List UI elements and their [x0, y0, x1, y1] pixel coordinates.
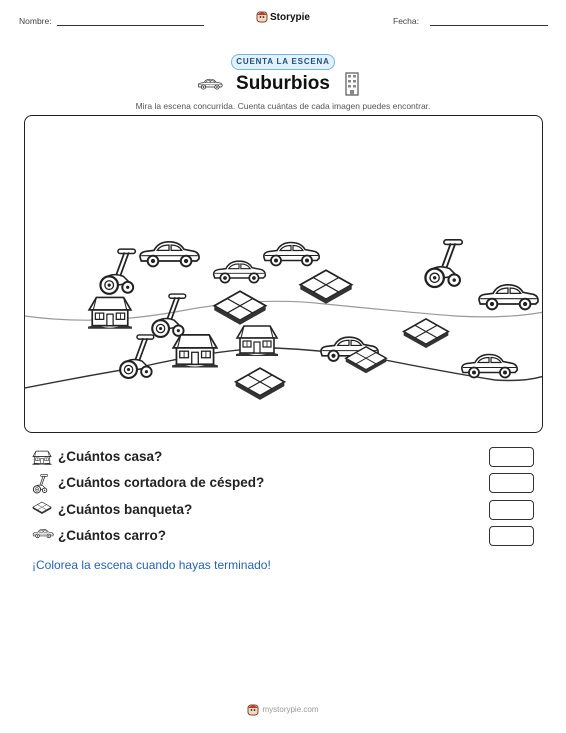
sidewalk-tile-icon: [236, 368, 285, 400]
date-label: Fecha:: [393, 16, 419, 26]
house-icon: [32, 448, 52, 466]
lawn-mower-icon: [152, 294, 185, 337]
coloring-note: ¡Colorea la escena cuando hayas terminado!: [32, 558, 271, 572]
name-field-line[interactable]: [57, 25, 204, 26]
answer-box-lawn-mowers[interactable]: [489, 473, 534, 493]
question-text: ¿Cuántos cortadora de césped?: [58, 475, 265, 490]
footer-url[interactable]: mystorypie.com: [262, 705, 319, 714]
question-text: ¿Cuántos carro?: [58, 528, 167, 543]
car-icon: [140, 242, 199, 267]
question-cars: [32, 526, 536, 548]
sidewalk-tile-icon: [300, 270, 351, 304]
car-icon: [214, 261, 266, 282]
brand-name: Storypie: [269, 12, 310, 23]
footer: [0, 703, 566, 716]
house-icon: [236, 326, 278, 356]
page-title: Suburbios: [236, 73, 330, 94]
lawn-mower-icon: [100, 249, 135, 294]
sidewalk-tile-icon: [404, 319, 449, 348]
answer-box-houses[interactable]: [489, 447, 534, 467]
brand: [0, 10, 566, 23]
scene-frame: [24, 115, 543, 433]
question-lawn-mowers: [32, 473, 536, 495]
building-icon: [344, 72, 360, 96]
lawn-mower-icon: [32, 474, 50, 494]
question-sidewalks: [32, 500, 536, 522]
name-label: Nombre:: [19, 16, 52, 26]
storypie-logo-icon: [256, 10, 268, 23]
instructions: Mira la escena concurrida. Cuenta cuántas de cada imagen puedes encontrar.: [135, 101, 431, 111]
car-icon: [462, 355, 517, 378]
answer-box-sidewalks[interactable]: [489, 500, 534, 520]
question-houses: [32, 447, 536, 469]
question-text: ¿Cuántos banqueta?: [58, 502, 193, 517]
question-text: ¿Cuántos casa?: [58, 449, 163, 464]
activity-badge: CUENTA LA ESCENA: [231, 54, 335, 70]
car-icon: [479, 285, 538, 310]
scene-illustration: [25, 116, 543, 433]
sidewalk-tile-icon: [214, 291, 265, 325]
sidewalk-tile-icon: [32, 501, 52, 515]
car-icon: [264, 243, 319, 266]
car-icon: [32, 527, 54, 539]
date-field-line[interactable]: [430, 25, 548, 26]
storypie-logo-icon: [247, 703, 259, 716]
answer-box-cars[interactable]: [489, 526, 534, 546]
house-icon: [88, 297, 132, 328]
lawn-mower-icon: [425, 240, 462, 287]
lawn-mower-icon: [120, 335, 154, 378]
house-icon: [172, 335, 218, 368]
